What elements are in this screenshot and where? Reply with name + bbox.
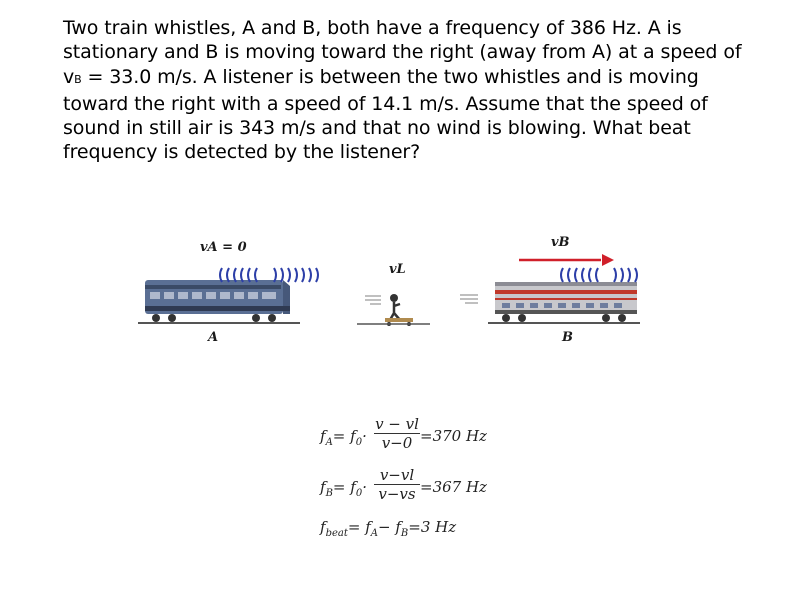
train-a-label: A xyxy=(208,330,219,345)
train-a xyxy=(145,280,290,322)
sound-waves-b xyxy=(561,268,637,282)
vb-label: vB xyxy=(551,235,570,250)
problem-statement: Two train whistles, A and B, both have a frequency of 386 Hz. A is stationary and B is moving toward the right (away from A) at a speed of vB = 33.0 m/s. A listener is between the two whistles and is moving toward the right with a speed of 14.1 m/s. Assume that the speed of sound in still air is 343 m/s and that no wind is blowing. What beat frequency is detected by the listener? xyxy=(63,17,742,164)
fraction-fb: $\frac{v-vl}{v-vs}$ xyxy=(374,466,420,503)
equation-fbeat: $f_{beat}= f_A- f_B=3$ Hz xyxy=(320,518,457,539)
result-fb: =367 Hz xyxy=(420,478,487,496)
result-fa: =370 Hz xyxy=(420,427,487,445)
equation-fa: $f_A= f_0\cdot$ xyxy=(320,427,367,448)
equation-fb: $f_B= f_0\cdot$ xyxy=(320,478,367,499)
listener xyxy=(365,294,413,326)
va-label: vA = 0 xyxy=(200,240,247,255)
train-b xyxy=(460,282,637,322)
sound-waves-a xyxy=(220,268,318,282)
vl-label: vL xyxy=(389,262,406,277)
fraction-fa: $\frac{v - vl}{v-0}$ xyxy=(375,415,419,452)
train-b-label: B xyxy=(562,330,573,345)
velocity-arrow-b xyxy=(519,254,614,266)
subscript-b: B xyxy=(74,72,82,86)
